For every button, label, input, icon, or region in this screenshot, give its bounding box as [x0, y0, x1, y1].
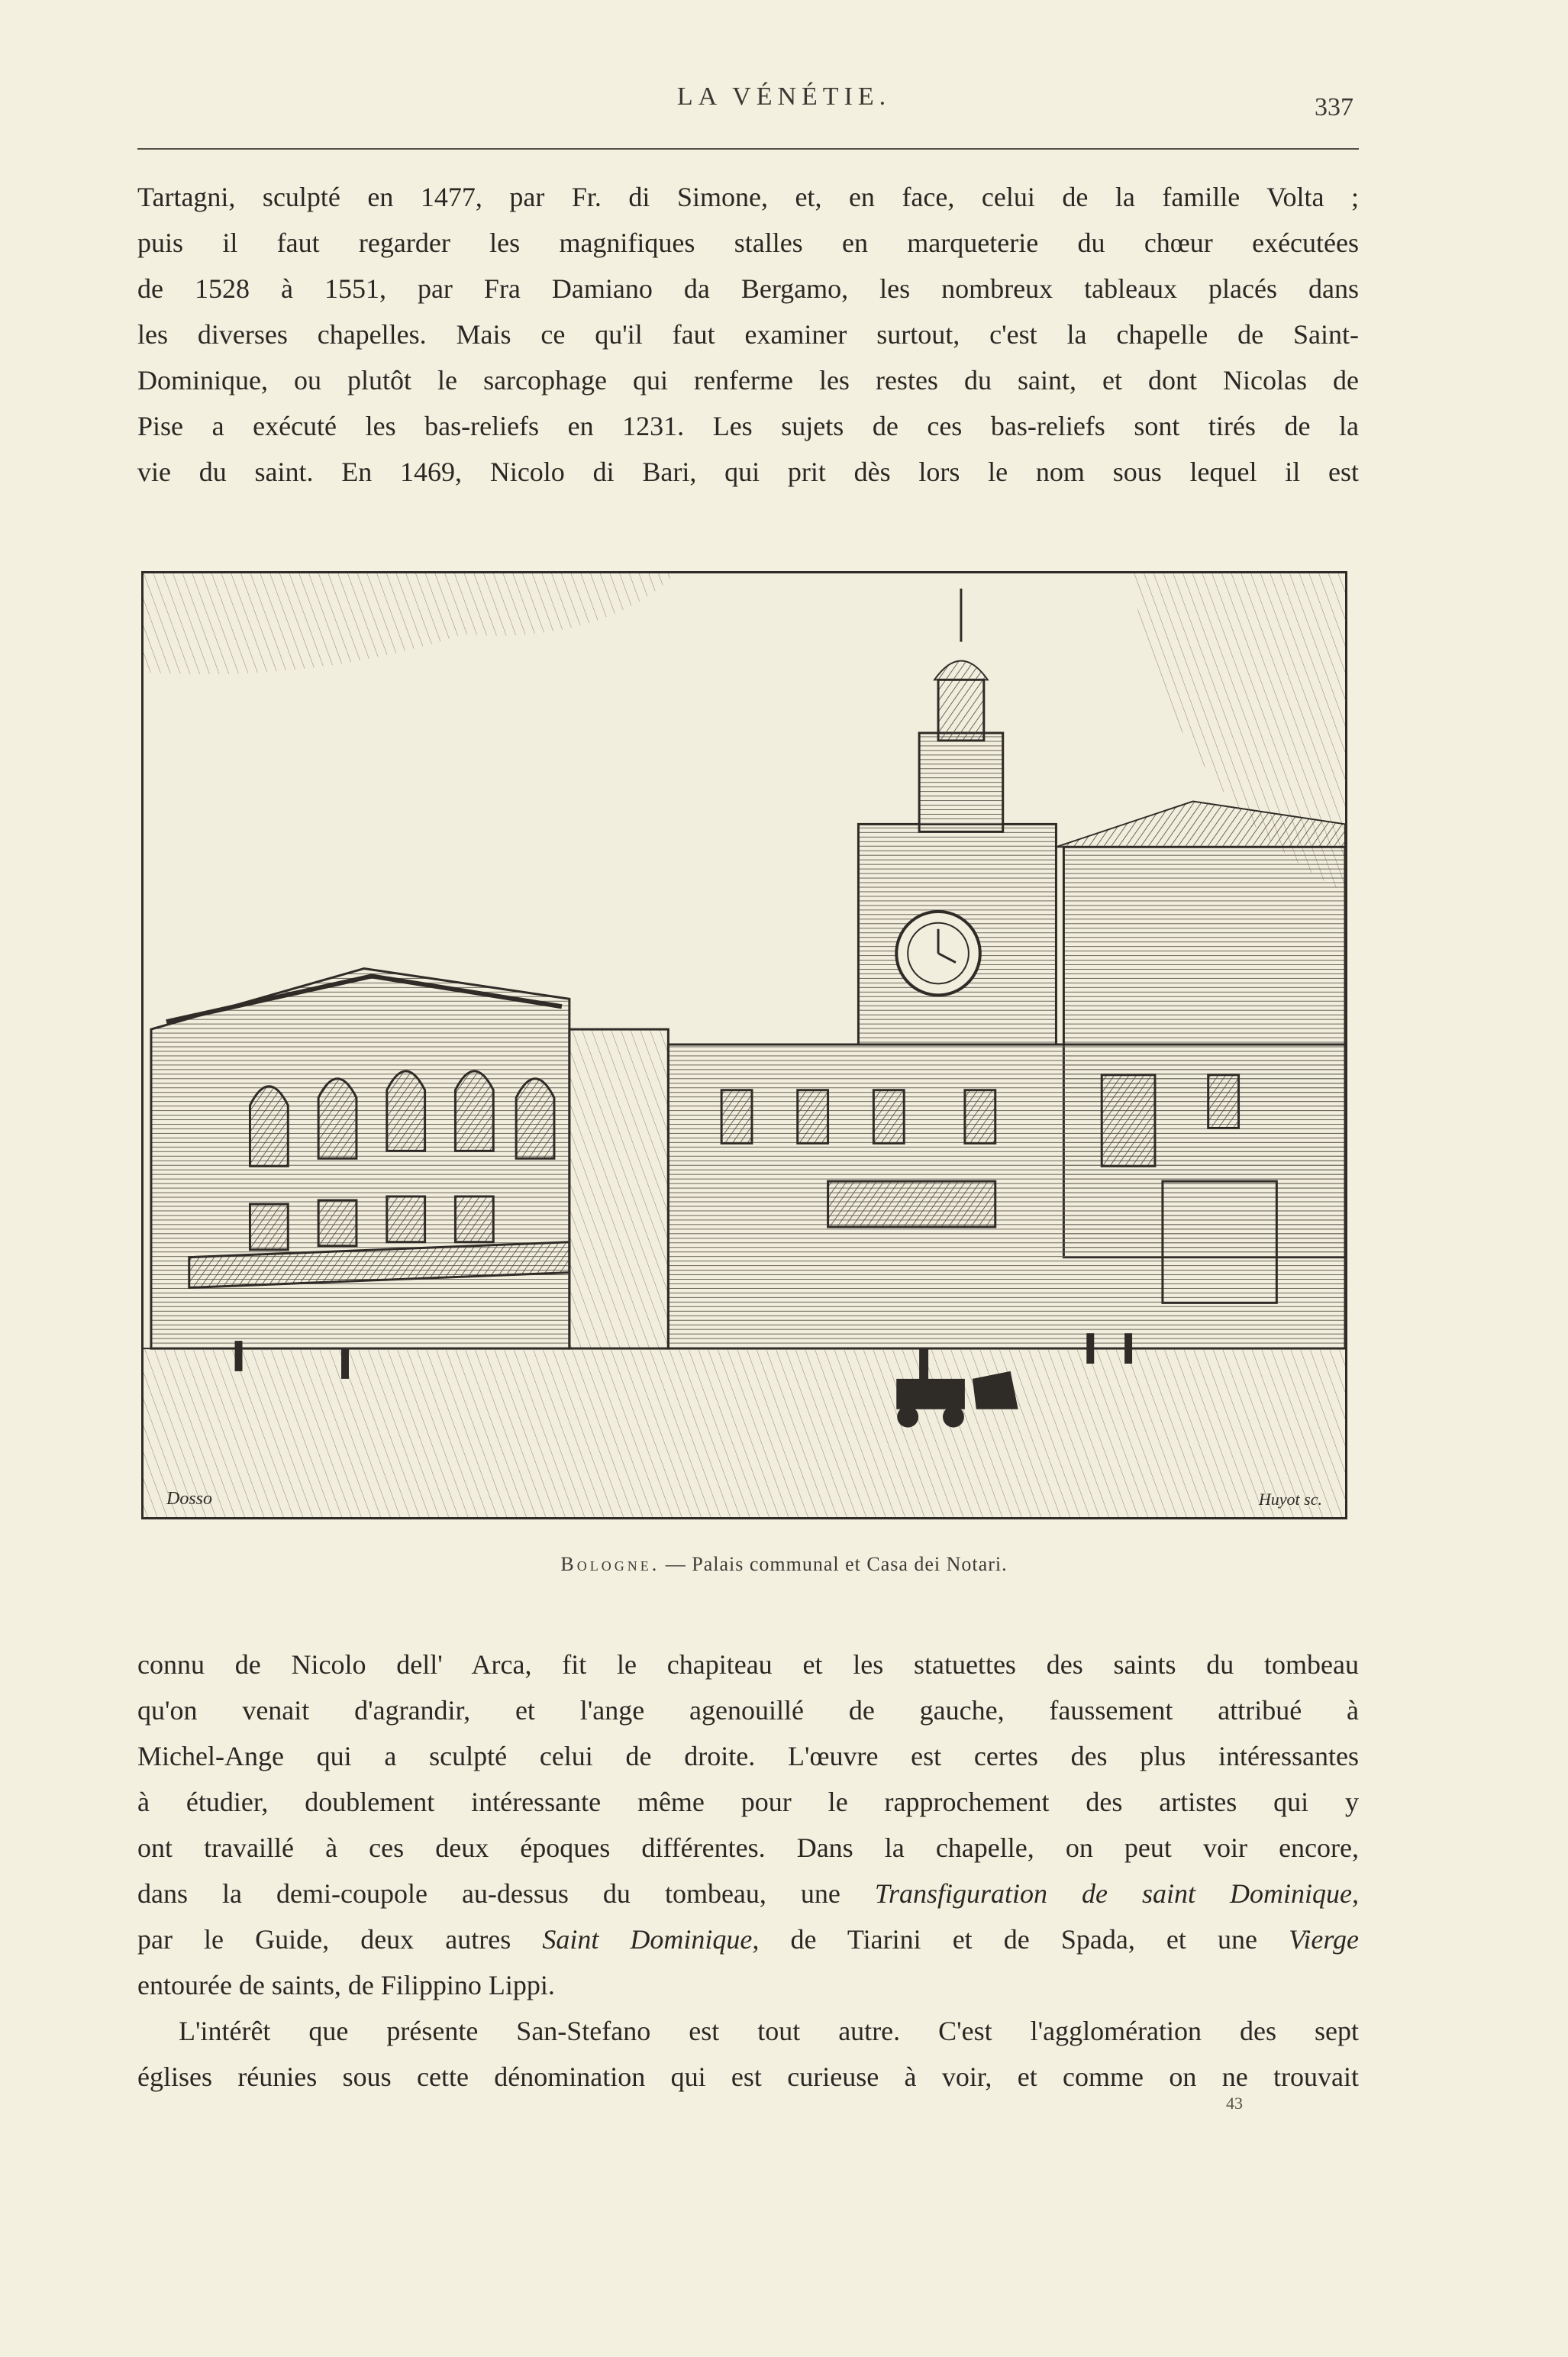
- text-block-bottom: [137, 1642, 1359, 2100]
- text-fragment: dans la demi-coupole au-dessus du tombeau, une: [137, 1878, 840, 1909]
- text-line: de 1528 à 1551, par Fra Damiano da Bergamo, les nombreux tableaux placés dans: [137, 273, 1359, 304]
- text-line: Michel-Ange qui a sculpté celui de droite. L'œuvre est certes des plus intéressantes: [137, 1741, 1359, 1771]
- caption-separator: —: [660, 1553, 692, 1575]
- caption-description: Palais communal et Casa dei Notari.: [692, 1553, 1008, 1575]
- text-line: Dominique, ou plutôt le sarcophage qui renferme les restes du saint, et dont Nicolas de: [137, 365, 1359, 396]
- artwork-title: Vierge: [1289, 1924, 1359, 1955]
- text-line: [137, 1871, 1359, 1916]
- text-line: [137, 1916, 1359, 1962]
- printer-signature-mark: 43: [1226, 2094, 1243, 2113]
- artwork-title: Transfiguration de saint Dominique,: [874, 1878, 1359, 1909]
- text-line: ont travaillé à ces deux époques différentes. Dans la chapelle, on peut voir encore,: [137, 1832, 1359, 1863]
- text-line: à étudier, doublement intéressante même pour le rapprochement des artistes qui y: [137, 1787, 1359, 1817]
- engraving-illustration: [141, 571, 1347, 1519]
- text-block-top: [137, 174, 1359, 495]
- running-title: LA VÉNÉTIE.: [676, 82, 892, 111]
- text-line: Pise a exécuté les bas-reliefs en 1231. Les sujets de ces bas-reliefs sont tirés de la: [137, 411, 1359, 441]
- header-rule: [137, 148, 1359, 150]
- engraving-drawing: [144, 573, 1345, 1517]
- text-line: L'intérêt que présente San-Stefano est tout autre. C'est l'agglomération des sept: [179, 2016, 1359, 2046]
- artwork-title: Saint Dominique,: [542, 1924, 760, 1955]
- text-line: entourée de saints, de Filippino Lippi.: [137, 1970, 555, 2000]
- text-line: vie du saint. En 1469, Nicolo di Bari, qui prit dès lors le nom sous lequel il est: [137, 457, 1359, 487]
- figure-caption: [0, 1553, 1568, 1576]
- engraver-signature: Huyot sc.: [1258, 1490, 1322, 1509]
- text-line: églises réunies sous cette dénomination qui est curieuse à voir, et comme on ne trouvait: [137, 2062, 1359, 2092]
- text-fragment: de Tiarini et de Spada, et une: [790, 1924, 1257, 1955]
- artist-signature: Dosso: [166, 1489, 213, 1509]
- page-number: 337: [1315, 93, 1353, 121]
- text-line: les diverses chapelles. Mais ce qu'il faut examiner surtout, c'est la chapelle de Saint-: [137, 319, 1359, 350]
- text-line: qu'on venait d'agrandir, et l'ange agenouillé de gauche, faussement attribué à: [137, 1695, 1359, 1726]
- text-fragment: par le Guide, deux autres: [137, 1924, 511, 1955]
- text-line: Tartagni, sculpté en 1477, par Fr. di Simone, et, en face, celui de la famille Volta ;: [137, 182, 1359, 212]
- caption-place: Bologne.: [560, 1553, 660, 1575]
- text-line: connu de Nicolo dell' Arca, fit le chapiteau et les statuettes des saints du tombeau: [137, 1649, 1359, 1680]
- text-line: puis il faut regarder les magnifiques stalles en marqueterie du chœur exécutées: [137, 228, 1359, 258]
